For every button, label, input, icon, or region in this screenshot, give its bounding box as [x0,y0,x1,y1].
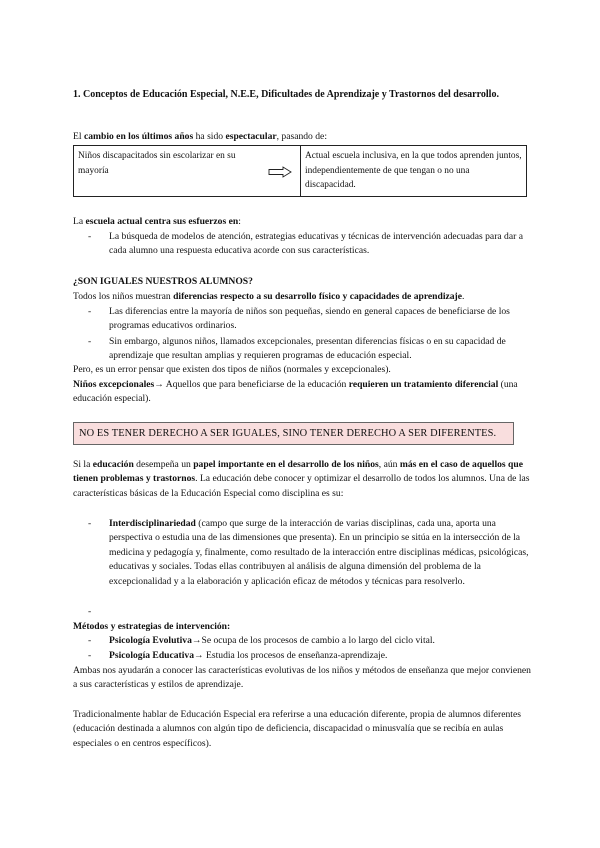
interdisciplinarity-text: Interdisciplinariedad (campo que surge de la interacción de varias disciplinas, cada una, aporta una perspectiva o estudia una de las dimensiones que presenta). En un principio se sitúa en la intersección de la medicina y pedagogía y, finalmente, como resultado de la interacción entre disciplinas médicas, psicológicas, educativas y sociales. Todas ellas contribuyen al análisis de alguna dimensión del problema de la excepcionalidad y a la elaboración y aplicación eficaz de métodos y técnicas para resolverlo. [109,518,529,587]
equal-question: ¿SON IGUALES NUESTROS ALUMNOS? [73,276,253,287]
list-item-text: Sin embargo, algunos niños, llamados excepcionales, presentan diferencias físicas o en su capacidad de aprendizaje que resultan amplias y requieren programas de educación especial. [109,336,506,362]
list-item-text: La búsqueda de modelos de atención, estrategias educativas y técnicas de intervención adecuadas para dar a cada alumno una respuesta educativa acorde con sus características. [109,231,523,257]
right-arrow-icon [268,166,292,178]
arrow-icon: → [191,635,202,646]
bullet-dash: - [88,518,92,529]
exceptional-line: Niños excepcionales→ Aquellos que para beneficiarse de la educación requieren un tratamiento diferencial (una educación especial). [73,379,518,405]
methods-title: Métodos y estrategias de intervención: [73,621,231,632]
bullet-dash: - [88,336,92,347]
list-item [88,649,538,663]
list-item [88,335,538,364]
education-paragraph: Si la educación desempeña un papel importante en el desarrollo de los niños, aún más en el caso de aquellos que tienen problemas y trastornos. La educación debe conocer y optimizar el desarrollo de todos los alumnos. Una de las características básicas de la Educación Especial como disciplina es su: [73,459,530,499]
both-paragraph: Ambas nos ayudarán a conocer las características evolutivas de los niños y métodos de enseñanza que mejor convienen a sus características y estilos de aprendizaje. [73,665,531,691]
intro-line: El cambio en los últimos años ha sido espectacular, pasando de: [73,131,327,142]
traditional-paragraph: Tradicionalmente hablar de Educación Especial era referirse a una educación diferente, propia de alumnos diferentes (educación destinada a alumnos con algún tipo de deficiencia, discapacidad o minusvalía que se recibía en aulas especiales o en centros específicos). [73,709,521,749]
comparison-from-text: Niños discapacitados sin escolarizar en su mayoría [78,151,236,176]
list-item [88,634,538,648]
list-item-text: Psicología Evolutiva→Se ocupa de los procesos de cambio a lo largo del ciclo vital. [109,635,435,646]
comparison-to-text: Actual escuela inclusiva, en la que todos aprenden juntos, independientemente de que tengan o no una discapacidad. [305,151,522,191]
rights-banner [73,422,514,445]
error-line: Pero, es un error pensar que existen dos tipos de niños (normales y excepcionales). [73,364,391,375]
differences-line: Todos los niños muestran diferencias respecto a su desarrollo físico y capacidades de aprendizaje. [73,291,465,302]
arrow-icon: → [154,379,164,390]
bullet-dash: - [88,231,92,242]
banner-text: NO ES TENER DERECHO A SER IGUALES, SINO TENER DERECHO A SER DIFERENTES. [79,428,497,439]
arrow-icon: → [194,650,204,661]
bullet-dash: - [88,606,92,617]
list-item [88,230,538,259]
list-item-text: Las diferencias entre la mayoría de niños son pequeñas, siendo en general capaces de beneficiarse de los programas educativos ordinarios. [109,306,510,332]
list-item-text: Psicología Educativa→ Estudia los procesos de enseñanza-aprendizaje. [109,650,388,661]
section-heading: 1. Conceptos de Educación Especial, N.E.E, Dificultades de Aprendizaje y Trastornos del desarrollo. [73,89,499,100]
bullet-dash: - [88,635,92,646]
list-item [88,517,538,589]
comparison-table [73,145,527,197]
comparison-from-cell [74,146,301,197]
bullet-dash: - [88,306,92,317]
list-item [88,305,538,334]
focus-line: La escuela actual centra sus esfuerzos en: [73,216,241,227]
bullet-dash: - [88,650,92,661]
comparison-to-cell [301,146,527,197]
